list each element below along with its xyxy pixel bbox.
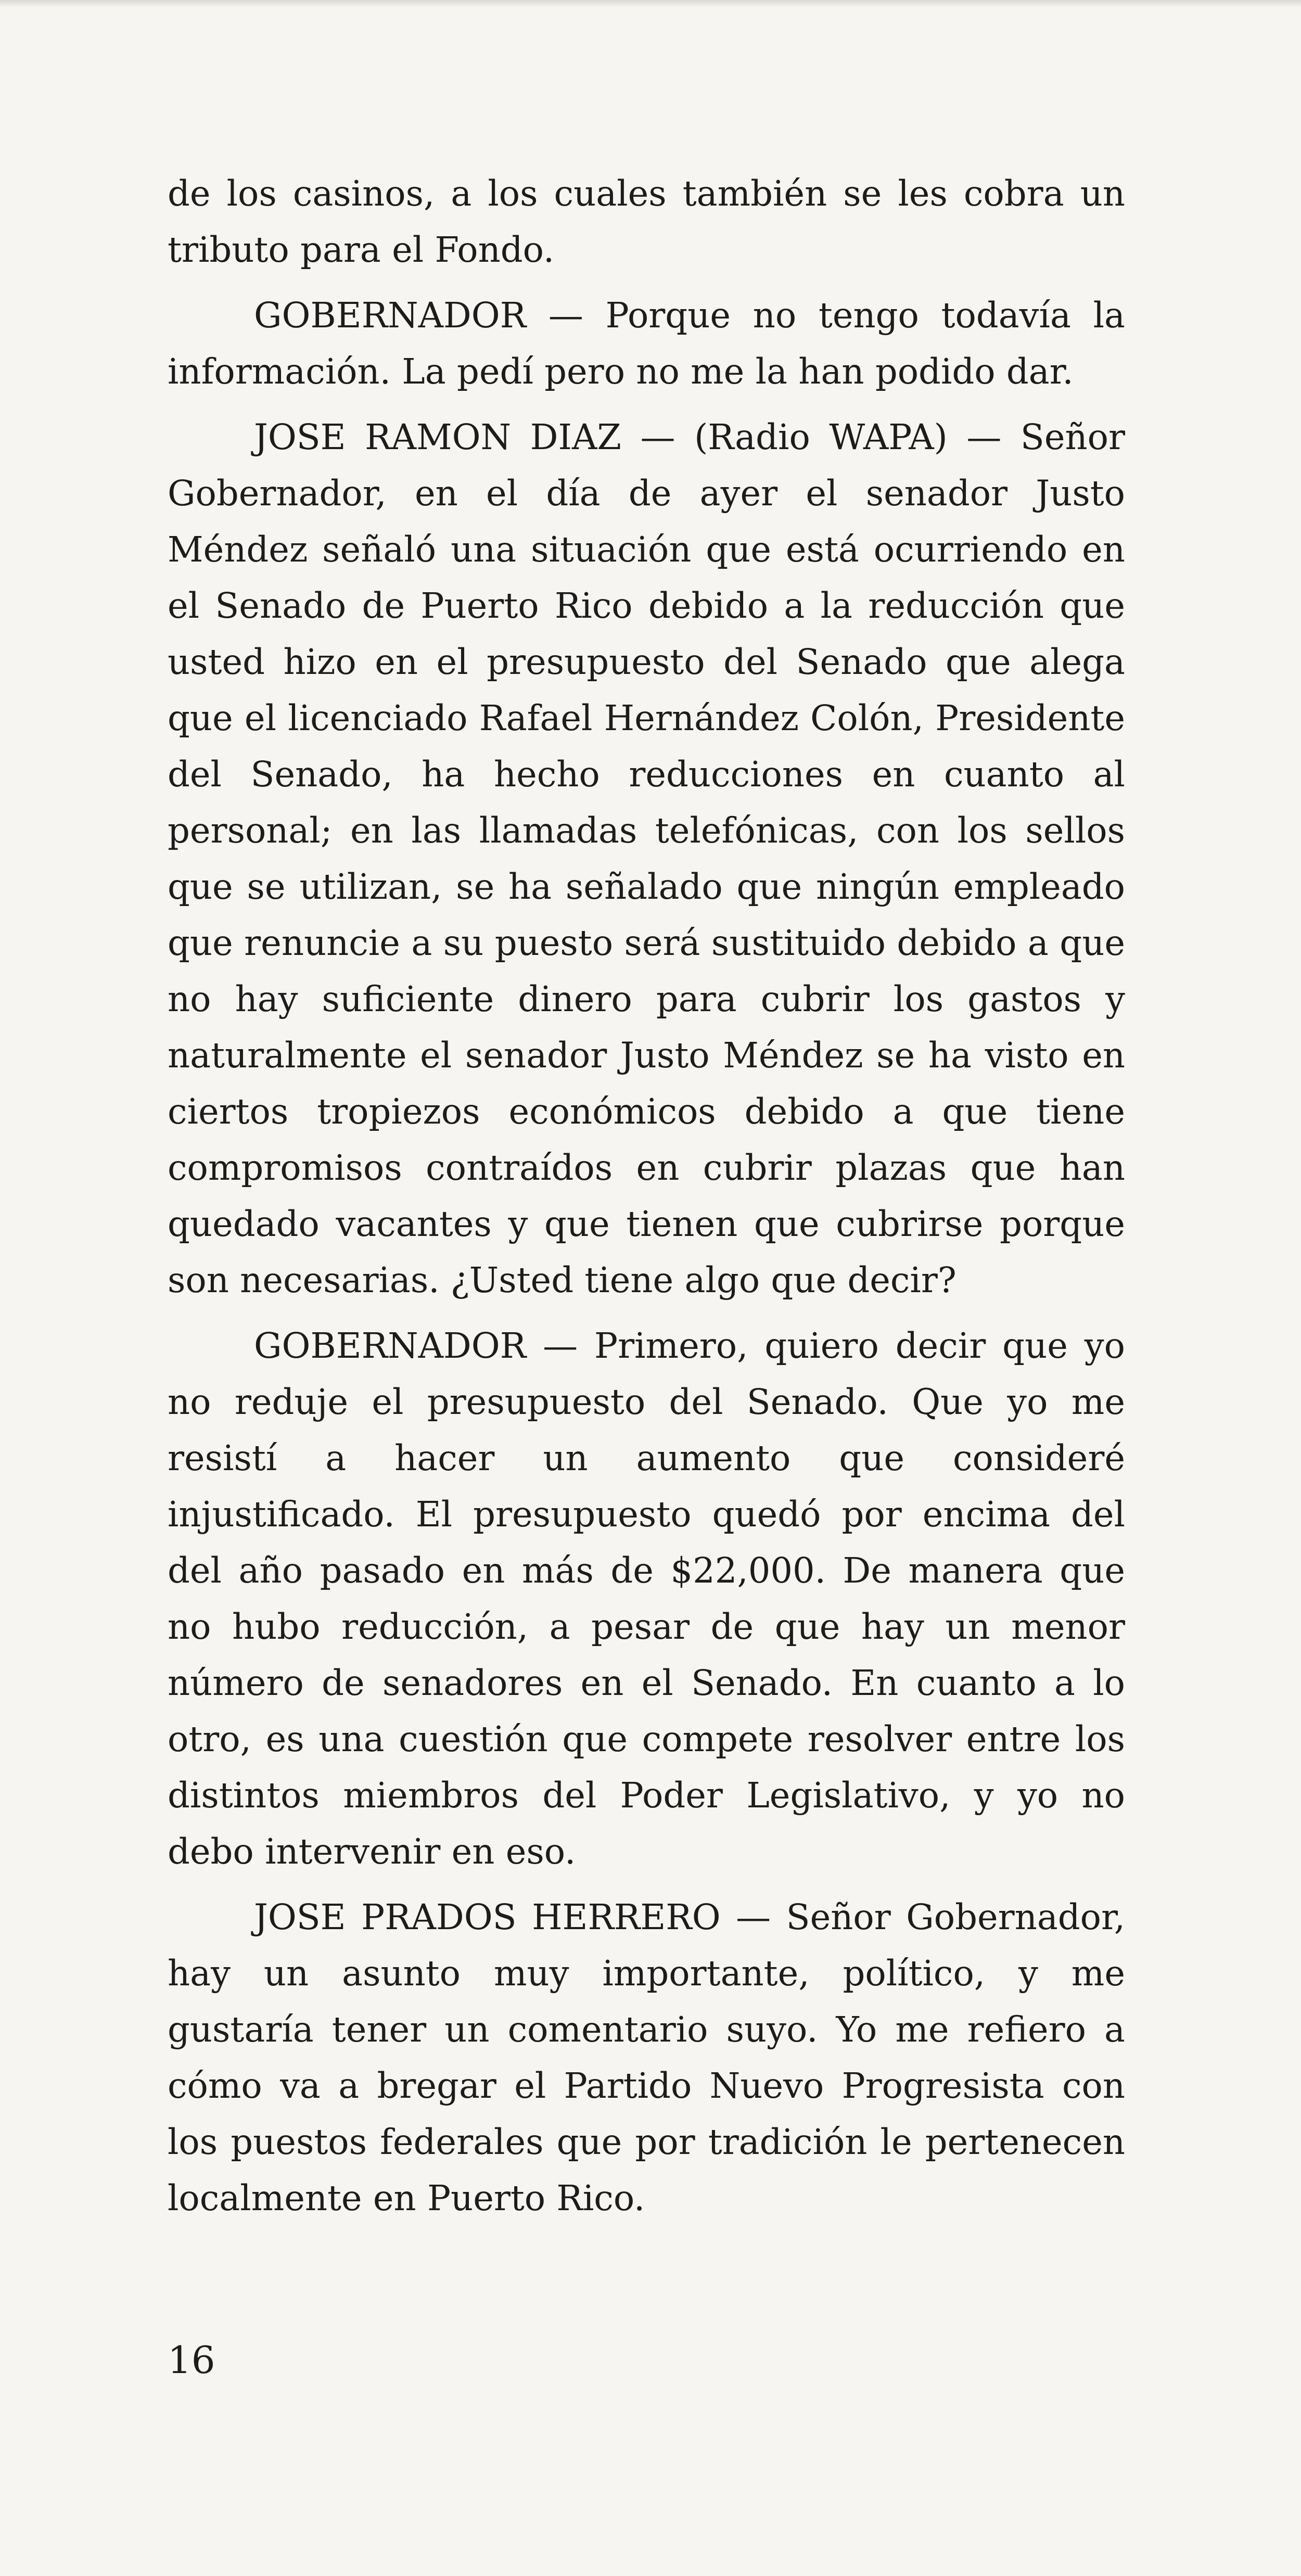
paragraph-jose-prados-herrero: JOSE PRADOS HERRERO — Señor Gobernador, hay un asunto muy importante, político, y me gustaría tener un comentario suyo. Yo me refiero a cómo va a bregar el Partido Nuevo Progresista con los puestos federales que por tradición le pertenecen localmente en Puerto Rico. <box>168 1897 1125 2218</box>
paragraph-gobernador-2: GOBERNADOR — Primero, quiero decir que yo no reduje el presupuesto del Senado. Que yo me resistí a hacer un aumento que consideré injustificado. El presupuesto quedó por encima del del año pasado en más de $22,000. De manera que no hubo reducción, a pesar de que hay un menor número de senadores en el Senado. En cuanto a lo otro, es una cuestión que compete resolver entre los distintos miembros del Poder Legislativo, y yo no debo intervenir en eso. <box>168 1325 1125 1872</box>
page-number: 16 <box>168 2338 215 2382</box>
paragraph-jose-ramon-diaz: JOSE RAMON DIAZ — (Radio WAPA) — Señor Gobernador, en el día de ayer el senador Justo Méndez señaló una situación que está ocurriendo en el Senado de Puerto Rico debido a la reducción que usted hizo en el presupuesto del Senado que alega que el licenciado Rafael Hernández Colón, Presidente del Senado, ha hecho reducciones en cuanto al personal; en las llamadas telefónicas, con los sellos que se utilizan, se ha señalado que ningún empleado que renuncie a su puesto será sustituido debido a que no hay suficiente dinero para cubrir los gastos y naturalmente el senador Justo Méndez se ha visto en ciertos tropiezos económicos debido a que tiene compromisos contraídos en cubrir plazas que han quedado vacantes y que tienen que cubrirse porque son necesarias. ¿Usted tiene algo que decir? <box>168 417 1125 1300</box>
paragraph-continuation: de los casinos, a los cuales también se les cobra un tributo para el Fondo. <box>168 173 1125 270</box>
paragraph-gobernador-1: GOBERNADOR — Porque no tengo todavía la información. La pedí pero no me la han podido dar. <box>168 295 1125 392</box>
body-text <box>168 165 1125 2236</box>
